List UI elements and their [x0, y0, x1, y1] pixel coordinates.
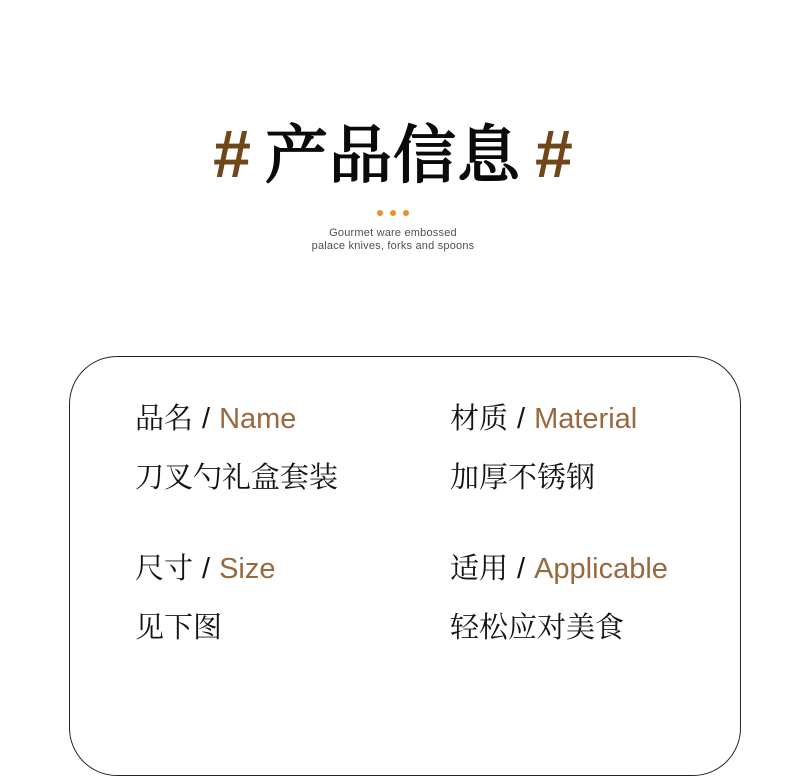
field-material-label-separator: /	[517, 403, 526, 435]
field-size-label-separator: /	[202, 553, 211, 585]
field-size	[135, 551, 276, 645]
field-applicable-label-en: Applicable	[534, 553, 668, 585]
field-applicable-label-separator: /	[517, 553, 526, 585]
dot-icon	[377, 210, 383, 216]
hash-decoration-right-icon: #	[535, 116, 573, 192]
field-name-label-en: Name	[219, 403, 297, 435]
field-size-label-zh: 尺寸	[135, 553, 194, 585]
subtitle-line-2: palace knives, forks and spoons	[311, 240, 475, 252]
field-name-value: 刀叉勺礼盒套装	[135, 462, 339, 494]
field-applicable-label	[450, 551, 668, 587]
dot-icon	[403, 210, 409, 216]
field-name-label	[135, 401, 338, 437]
field-material-value: 加厚不锈钢	[450, 462, 596, 494]
field-applicable	[450, 551, 668, 645]
dots-divider	[0, 210, 786, 216]
field-material-label	[450, 401, 637, 437]
section-title-text: 产品信息	[265, 121, 521, 191]
field-material-label-en: Material	[534, 403, 638, 435]
hash-decoration-left-icon: #	[213, 116, 251, 192]
field-size-label	[135, 551, 276, 587]
field-applicable-label-zh: 适用	[450, 553, 509, 585]
field-size-value: 见下图	[135, 612, 223, 644]
field-name-label-separator: /	[202, 403, 211, 435]
field-name-label-zh: 品名	[135, 403, 194, 435]
dot-icon	[390, 210, 396, 216]
field-applicable-value: 轻松应对美食	[450, 612, 625, 644]
subtitle-line-1: Gourmet ware embossed	[329, 227, 457, 239]
section-title	[0, 116, 786, 192]
section-subtitle	[0, 227, 786, 253]
field-name	[135, 401, 338, 495]
field-material	[450, 401, 637, 495]
field-size-label-en: Size	[219, 553, 276, 585]
product-info-card	[69, 356, 741, 776]
field-material-label-zh: 材质	[450, 403, 509, 435]
